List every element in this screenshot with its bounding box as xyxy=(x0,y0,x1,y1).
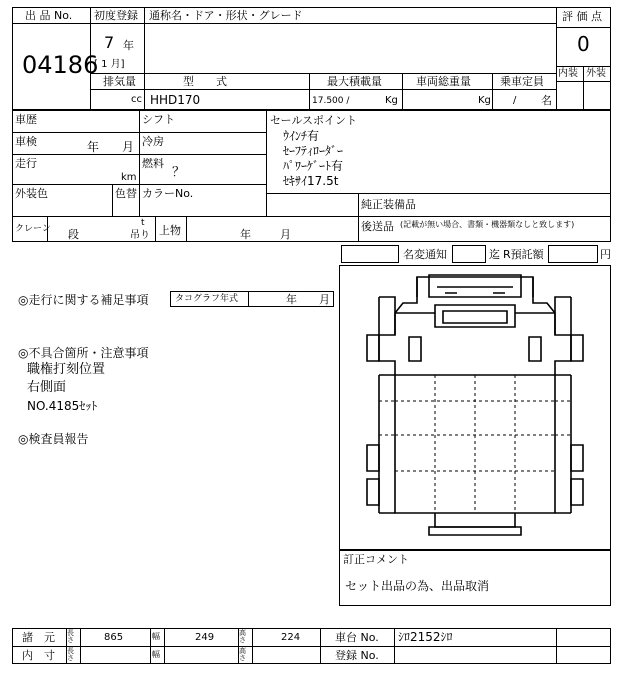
aircon-label: 冷房 xyxy=(142,135,164,148)
defect-line-3: NO.4185ｾｯﾄ xyxy=(27,399,98,413)
inspection-label: 車検 xyxy=(15,135,37,148)
first-reg-year: 7 xyxy=(104,33,115,52)
correction-label: 訂正コメント xyxy=(343,553,409,566)
max-load-value: 17.500 / xyxy=(312,96,350,106)
spec-label: 諸 元 xyxy=(22,631,55,644)
capacity-sep: / xyxy=(513,95,517,106)
year-unit: 年 xyxy=(123,39,134,52)
max-load-label: 最大積載量 xyxy=(327,75,382,88)
tacho-month-unit: 月 xyxy=(319,293,330,306)
mileage-label: 走行 xyxy=(15,157,37,170)
tacho-year-unit: 年 xyxy=(286,293,297,306)
gvw-unit: Kg xyxy=(478,95,491,106)
height-label-2: 高さ xyxy=(239,647,246,662)
length-label-2: 長さ xyxy=(67,647,74,662)
color-code-label: 色替 xyxy=(115,187,137,200)
defect-line-2: 右側面 xyxy=(27,380,67,395)
capacity-unit: 名 xyxy=(541,94,552,107)
crane-stage-unit: 段 xyxy=(68,228,79,241)
inspection-year-unit: 年 xyxy=(87,140,100,154)
tachograph-label: タコグラフ年式 xyxy=(175,294,239,304)
until-label: 迄 xyxy=(489,248,500,261)
sales-point-4: ｾｷｻｲ17.5t xyxy=(283,174,339,188)
fuel-label: 燃料 xyxy=(142,157,164,170)
max-load-unit: Kg xyxy=(385,95,398,106)
interior-dim-label: 内 寸 xyxy=(22,649,55,662)
width-label: 幅 xyxy=(152,632,160,641)
displacement-label: 排気量 xyxy=(103,75,136,88)
width-value: 249 xyxy=(195,632,215,643)
genuine-equip-label: 純正装備品 xyxy=(361,198,416,211)
crane-t: t xyxy=(141,218,145,228)
truck-outline-diagram xyxy=(339,265,611,550)
length-value: 865 xyxy=(104,632,124,643)
shift-label: シフト xyxy=(142,113,175,126)
sales-points-label: セールスポイント xyxy=(270,114,358,127)
ext-color-label: 外装色 xyxy=(15,187,48,200)
gvw-label: 車両総重量 xyxy=(416,75,471,88)
r-deposit-label: R預託額 xyxy=(503,248,544,261)
color-no-label: カラーNo. xyxy=(142,187,194,200)
mount-year-unit: 年 xyxy=(240,228,251,241)
capacity-label: 乗車定員 xyxy=(500,75,544,88)
length-label: 長さ xyxy=(67,629,74,644)
delivery-note: (記載が無い場合、書類・機器類なしと致します) xyxy=(400,220,575,229)
sales-point-3: ﾊﾟﾜｰｹﾞｰﾄ有 xyxy=(283,159,344,173)
chassis-value: ｼﾛ2152ｼﾛ xyxy=(398,630,453,644)
displacement-unit: cc xyxy=(131,94,142,105)
mount-label: 上物 xyxy=(159,224,181,237)
chassis-label: 車台 No. xyxy=(335,631,379,644)
crane-hang: 吊り xyxy=(130,230,150,241)
sales-point-2: ｾｰﾌﾃｨﾛｰﾀﾞｰ xyxy=(283,144,344,158)
name-change-box xyxy=(341,245,399,263)
grade-label: 通称名・ドア・形状・グレード xyxy=(149,9,303,22)
exterior-score-label: 外装 xyxy=(586,68,606,79)
fuel-value: ？ xyxy=(172,165,186,180)
history-label: 車歴 xyxy=(15,113,37,126)
mileage-unit: km xyxy=(121,172,137,183)
name-change-label: 名変通知 xyxy=(403,248,447,261)
sales-point-1: ｳｲﾝﾁ有 xyxy=(283,129,320,143)
r-deposit-box xyxy=(548,245,598,263)
defects-label: ◎不具合箇所・注意事項 xyxy=(18,346,149,360)
lot-no: 04186 xyxy=(22,51,99,79)
first-reg-label: 初度登録 xyxy=(94,9,138,22)
model-value: HHD170 xyxy=(150,93,201,107)
interior-score-label: 内装 xyxy=(558,68,578,79)
score-label: 評 価 点 xyxy=(562,10,602,23)
defect-line-1: 職権打刻位置 xyxy=(27,362,106,377)
yen-unit: 円 xyxy=(600,248,611,261)
inspector-label: ◎検査員報告 xyxy=(18,432,89,446)
lot-no-label: 出 品 No. xyxy=(25,9,73,22)
width-label-2: 幅 xyxy=(152,650,160,659)
mount-month-unit: 月 xyxy=(280,228,291,241)
inspection-month-unit: 月 xyxy=(122,140,135,154)
name-change-date-box xyxy=(452,245,486,263)
reg-label: 登録 No. xyxy=(335,649,379,662)
crane-label: クレーン xyxy=(15,224,51,234)
first-reg-month: [ 1 月] xyxy=(94,59,125,70)
delivery-label: 後送品 xyxy=(361,220,394,233)
supplement-label: ◎走行に関する補足事項 xyxy=(18,293,149,307)
model-label: 型 式 xyxy=(183,75,227,88)
score: 0 xyxy=(577,32,590,56)
height-value: 224 xyxy=(281,632,301,643)
height-label: 高さ xyxy=(239,629,246,644)
correction-text: セット出品の為、出品取消 xyxy=(345,579,490,593)
